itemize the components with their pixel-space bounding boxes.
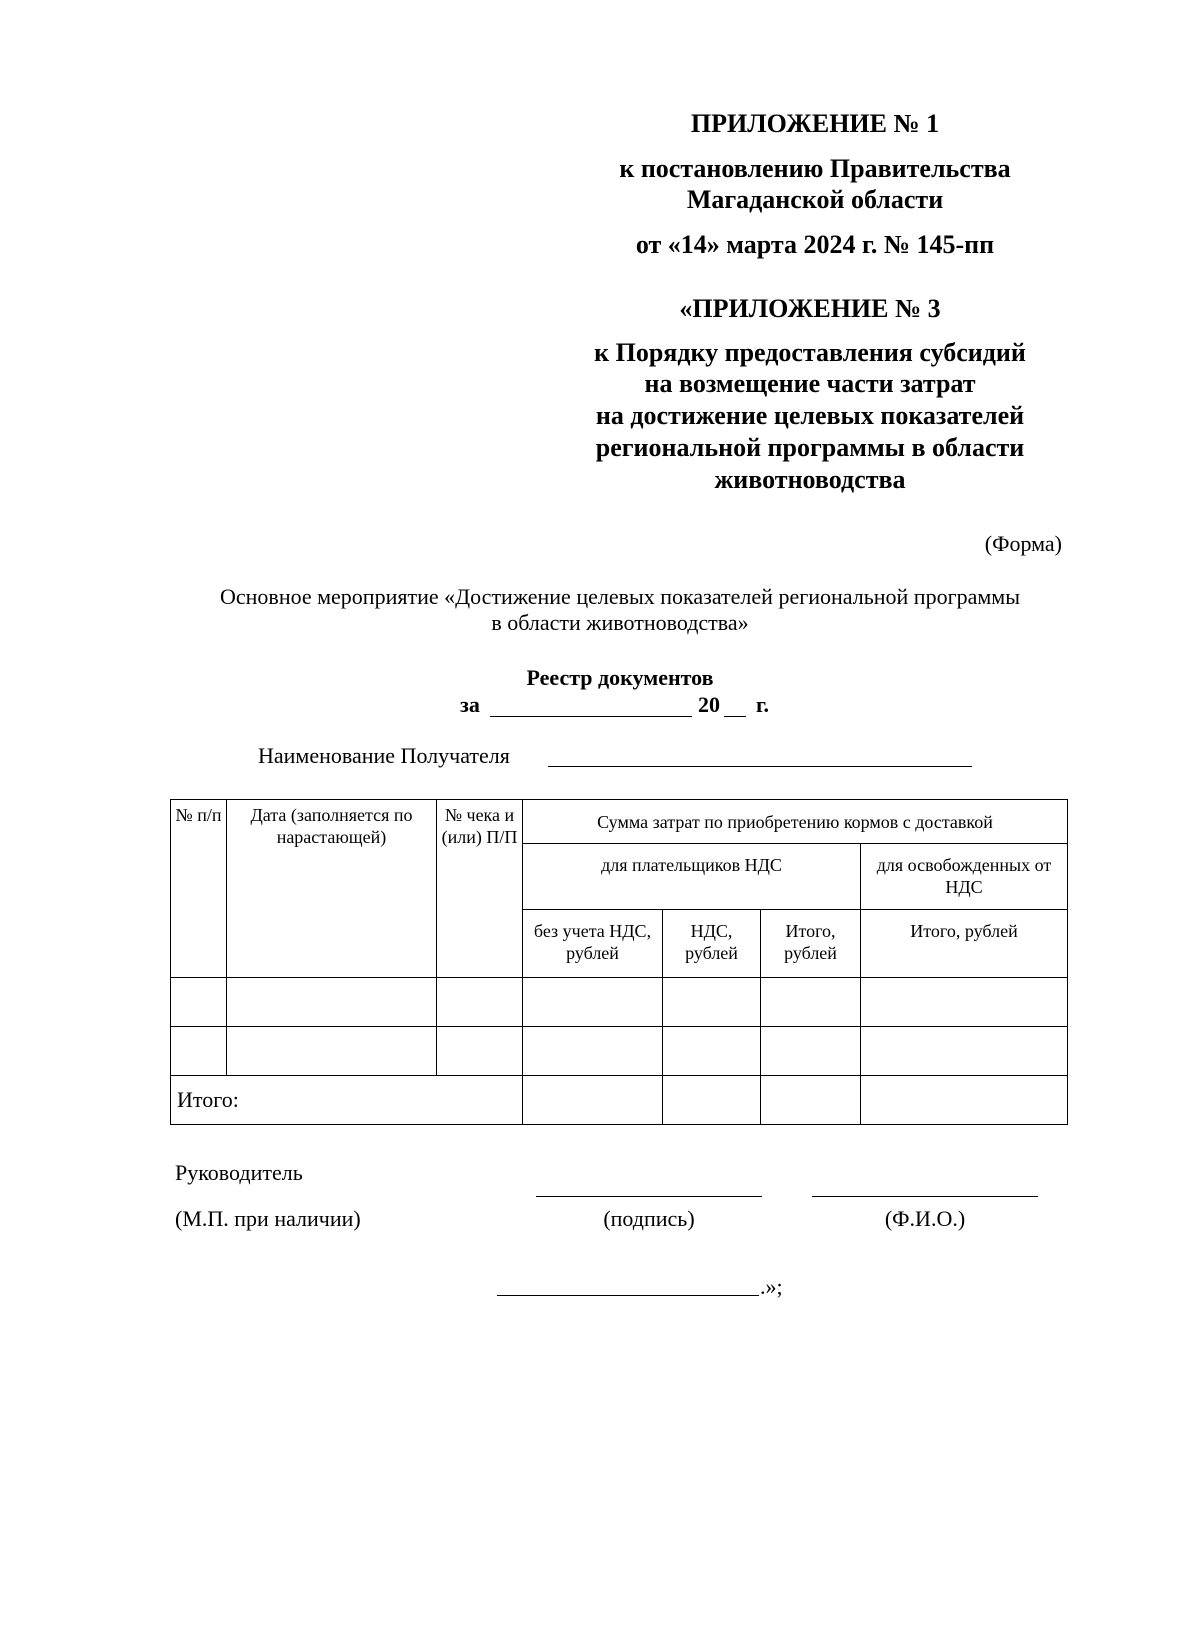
registry-year-blank[interactable] [724,716,746,717]
appendix-3-title: «ПРИЛОЖЕНИЕ № 3 [679,294,941,323]
col-header-num: № п/п [171,800,227,978]
table-cell[interactable] [861,1076,1068,1125]
table-cell[interactable] [227,978,437,1027]
table-cell[interactable] [523,1076,663,1125]
resolution-line-1: к постановлению Правительства [619,154,1011,183]
table-cell[interactable] [761,1076,861,1125]
appendix-1-title: ПРИЛОЖЕНИЕ № 1 [690,109,940,138]
recipient-label: Наименование Получателя [258,743,510,768]
order-line-1: к Порядку предоставления субсидий [594,338,1026,367]
col-header-date: Дата (заполняется по нарастающей) [227,800,437,978]
registry-year-suffix: г. [756,692,770,717]
table-cell[interactable] [171,978,227,1027]
event-line-1: Основное мероприятие «Достижение целевых показателей региональной программы [220,584,1020,609]
table-cell[interactable] [761,1027,861,1076]
table-cell[interactable] [663,1027,761,1076]
col-header-vat-payers: для плательщиков НДС [523,844,861,910]
end-blank[interactable] [497,1295,759,1296]
event-line-2: в области животноводства» [491,610,749,635]
col-header-total: Итого, рублей [761,910,861,978]
col-header-vat: НДС, рублей [663,910,761,978]
table-cell[interactable] [761,978,861,1027]
fio-label: (Ф.И.О.) [884,1206,966,1231]
col-header-total-exempt: Итого, рублей [861,910,1068,978]
registry-period-blank[interactable] [490,716,692,717]
order-line-5: животноводства [714,465,906,494]
registry-period-prefix: за [460,692,480,717]
table-cell[interactable] [523,1027,663,1076]
table-row [171,978,1068,1027]
fio-blank[interactable] [812,1196,1038,1197]
resolution-date: от «14» марта 2024 г. № 145-пп [635,230,995,259]
form-label: (Форма) [984,531,1062,556]
order-line-2: на возмещение части затрат [644,369,976,398]
order-line-4: региональной программы в области [595,433,1025,462]
registry-title: Реестр документов [526,665,714,690]
col-header-no-vat: без учета НДС, рублей [523,910,663,978]
table-cell[interactable] [227,1027,437,1076]
table-cell[interactable] [663,1076,761,1125]
table-cell[interactable] [171,1027,227,1076]
registry-year-prefix: 20 [698,692,720,717]
registry-period [460,692,800,722]
table-total-row [171,1076,1068,1125]
end-mark: .»; [760,1274,783,1299]
table-cell[interactable] [523,978,663,1027]
table-cell[interactable] [663,978,761,1027]
resolution-line-2: Магаданской области [686,185,944,214]
table-row [171,1027,1068,1076]
col-header-sum: Сумма затрат по приобретению кормов с доставкой [523,800,1068,844]
table-cell[interactable] [437,978,523,1027]
table-cell[interactable] [861,1027,1068,1076]
table-cell[interactable] [437,1027,523,1076]
total-label: Итого: [171,1076,523,1125]
col-header-check: № чека и (или) П/П [437,800,523,978]
signature-blank[interactable] [536,1196,762,1197]
head-label: Руководитель [175,1160,303,1185]
col-header-vat-exempt: для освобожденных от НДС [861,844,1068,910]
recipient-blank[interactable] [548,766,972,767]
table-cell[interactable] [861,978,1068,1027]
sign-label: (подпись) [603,1206,695,1231]
order-line-3: на достижение целевых показателей [595,401,1025,430]
seal-label: (М.П. при наличии) [175,1206,361,1231]
registry-table [170,799,1068,1125]
